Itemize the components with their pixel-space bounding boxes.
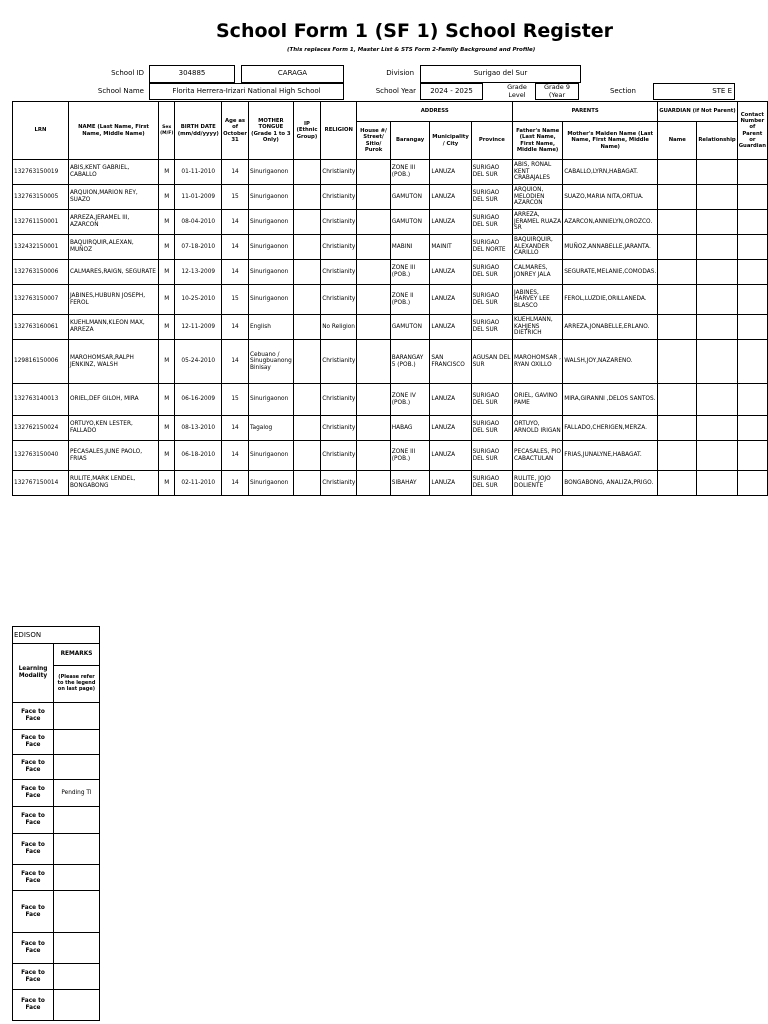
cell-age: 14 (222, 210, 249, 235)
cell-ip (293, 285, 320, 315)
cell-rel (697, 260, 737, 285)
cell-sex: M (159, 384, 175, 416)
cell-father: ARQUION, MELODIEN AZARCON (513, 185, 563, 210)
cell-mt: Sinurigaonon (248, 285, 293, 315)
cell-barangay: ZONE IV (POB.) (390, 384, 430, 416)
cell-mt: Sinurigaonon (248, 471, 293, 496)
school-id-label: School ID (111, 69, 144, 77)
grade-level-label: Grade Level (507, 83, 527, 99)
cell-house (357, 471, 390, 496)
cell-contact (737, 340, 767, 384)
cell-name: PECASALES,JUNE PAOLO, FRIAS (68, 441, 158, 471)
region-field: CARAGA (241, 65, 344, 83)
cell-name: ABIS,KENT GABRIEL, CABALLO (68, 160, 158, 185)
cell-rel (697, 285, 737, 315)
table-row (13, 471, 768, 496)
modality-cell: Face to Face (13, 865, 54, 891)
cell-rel (697, 160, 737, 185)
remark-cell (54, 834, 100, 865)
col-age: Age as of October 31 (222, 102, 249, 160)
cell-house (357, 441, 390, 471)
table-row (13, 340, 768, 384)
cell-birth: 07-18-2010 (175, 235, 222, 260)
cell-birth: 06-16-2009 (175, 384, 222, 416)
cell-mt: Sinurigaonon (248, 210, 293, 235)
cell-province: SURIGAO DEL SUR (471, 260, 512, 285)
cell-mother: BONGABONG, ANALIZA,PRIGO. (563, 471, 658, 496)
cell-birth: 05-24-2010 (175, 340, 222, 384)
cell-mother: WALSH,JOY,NAZARENO. (563, 340, 658, 384)
section-label: Section (609, 87, 636, 95)
cell-name: MAROHOMSAR,RALPH JENKINZ, WALSH (68, 340, 158, 384)
cell-name: KUEHLMANN,KLEON MAX, ARREZA (68, 315, 158, 340)
cell-contact (737, 210, 767, 235)
cell-lrn: 132763140013 (13, 384, 69, 416)
cell-father: BAQUIRQUIR, ALEXANDER CARILLO (513, 235, 563, 260)
cell-contact (737, 441, 767, 471)
col-ip: IP (Ethnic Group) (293, 102, 320, 160)
cell-municipality: LANUZA (430, 210, 471, 235)
cell-municipality: LANUZA (430, 185, 471, 210)
cell-birth: 01-11-2010 (175, 160, 222, 185)
cell-religion: Christianity (321, 235, 357, 260)
col-province: Province (471, 122, 512, 160)
cell-mt: Tagalog (248, 416, 293, 441)
cell-birth: 11-01-2009 (175, 185, 222, 210)
cell-religion: Christianity (321, 285, 357, 315)
cell-ip (293, 416, 320, 441)
school-id-field: 304885 (149, 65, 235, 83)
modality-cell: Face to Face (13, 933, 54, 964)
cell-father: ORTUYO, ARNOLD IRIGAN (513, 416, 563, 441)
cell-house (357, 384, 390, 416)
col-birthdate: BIRTH DATE (mm/dd/yyyy) (175, 102, 222, 160)
cell-father: PECASALES, PIO CABACTULAN (513, 441, 563, 471)
cell-religion: Christianity (321, 260, 357, 285)
cell-contact (737, 160, 767, 185)
remark-cell (54, 807, 100, 834)
cell-sex: M (159, 160, 175, 185)
cell-rel (697, 471, 737, 496)
remarks-row (13, 834, 100, 865)
col-municipality: Municipality / City (430, 122, 471, 160)
cell-mother: MIRA,GIRANNI ,DELOS SANTOS. (563, 384, 658, 416)
cell-mother: SUAZO,MARIA NITA,ORTUA. (563, 185, 658, 210)
cell-province: SURIGAO DEL SUR (471, 416, 512, 441)
col-mother-tongue: MOTHER TONGUE (Grade 1 to 3 Only) (248, 102, 293, 160)
cell-sex: M (159, 260, 175, 285)
cell-sex: M (159, 441, 175, 471)
cell-age: 15 (222, 185, 249, 210)
table-row (13, 315, 768, 340)
cell-lrn: 132763150007 (13, 285, 69, 315)
cell-house (357, 235, 390, 260)
cell-name: ORIEL,DEF GILOH, MIRA (68, 384, 158, 416)
form-subtitle: (This replaces Form 1, Master List & STS Form 2-Family Background and Profile) (287, 47, 536, 53)
cell-mt: Sinurigaonon (248, 384, 293, 416)
cell-barangay: SIBAHAY (390, 471, 430, 496)
remark-cell (54, 891, 100, 933)
col-name: NAME (Last Name, First Name, Middle Name) (68, 102, 158, 160)
cell-religion: Christianity (321, 185, 357, 210)
cell-contact (737, 185, 767, 210)
remarks-note: (Please refer to the legend on last page) (54, 666, 100, 703)
remarks-row (13, 780, 100, 807)
cell-age: 14 (222, 260, 249, 285)
col-religion: RELIGION (321, 102, 357, 160)
cell-province: SURIGAO DEL SUR (471, 315, 512, 340)
remarks-row (13, 964, 100, 990)
cell-province: SURIGAO DEL NORTE (471, 235, 512, 260)
cell-barangay: MABINI (390, 235, 430, 260)
remark-cell: Pending TI (54, 780, 100, 807)
col-barangay: Barangay (390, 122, 430, 160)
school-year-field: 2024 - 2025 (420, 83, 483, 100)
col-learning-modality: Learning Modality (13, 644, 54, 703)
remarks-row (13, 990, 100, 1021)
cell-sex: M (159, 315, 175, 340)
cell-contact (737, 235, 767, 260)
table-row (13, 441, 768, 471)
cell-municipality: LANUZA (430, 160, 471, 185)
table-row (13, 416, 768, 441)
col-lrn: LRN (13, 102, 69, 160)
remarks-row (13, 755, 100, 780)
remark-cell (54, 964, 100, 990)
modality-cell: Face to Face (13, 990, 54, 1021)
remark-cell (54, 755, 100, 780)
cell-ip (293, 315, 320, 340)
remark-cell (54, 730, 100, 755)
division-label: Division (386, 69, 414, 77)
cell-gname (658, 340, 697, 384)
cell-contact (737, 384, 767, 416)
cell-lrn: 132763150019 (13, 160, 69, 185)
cell-rel (697, 185, 737, 210)
cell-ip (293, 210, 320, 235)
cell-religion: Christianity (321, 210, 357, 235)
cell-mt: Sinurigaonon (248, 160, 293, 185)
cell-lrn: 132432150001 (13, 235, 69, 260)
cell-lrn: 132763160061 (13, 315, 69, 340)
remarks-row (13, 807, 100, 834)
cell-mother: ARREZA,JONABELLE,ERLANO. (563, 315, 658, 340)
cell-birth: 08-04-2010 (175, 210, 222, 235)
cell-house (357, 210, 390, 235)
table-row (13, 185, 768, 210)
cell-barangay: ZONE III (POB.) (390, 441, 430, 471)
col-contact: Contact Number of Parent or Guardian (737, 102, 767, 160)
cell-province: SURIGAO DEL SUR (471, 384, 512, 416)
cell-father: ARREZA, JERAMEL RUAZA SR (513, 210, 563, 235)
cell-mother: CABALLO,LYRN,HABAGAT. (563, 160, 658, 185)
cell-ip (293, 160, 320, 185)
modality-cell: Face to Face (13, 703, 54, 730)
modality-cell: Face to Face (13, 755, 54, 780)
cell-gname (658, 185, 697, 210)
cell-age: 14 (222, 235, 249, 260)
cell-gname (658, 260, 697, 285)
cell-sex: M (159, 340, 175, 384)
modality-cell: Face to Face (13, 964, 54, 990)
cell-house (357, 285, 390, 315)
col-parents: PARENTS (513, 102, 658, 122)
cell-mother: FEROL,LUZDIE,ORILLANEDA. (563, 285, 658, 315)
division-field: Surigao del Sur (420, 65, 581, 83)
cell-contact (737, 315, 767, 340)
cell-religion: No Religion (321, 315, 357, 340)
cell-mother: AZARCON,ANNIELYN,OROZCO. (563, 210, 658, 235)
section-field: STE E (653, 83, 735, 100)
cell-mt: English (248, 315, 293, 340)
cell-age: 15 (222, 384, 249, 416)
cell-father: ORIEL, GAVINO PAME (513, 384, 563, 416)
cell-religion: Christianity (321, 384, 357, 416)
cell-house (357, 315, 390, 340)
cell-lrn: 132762150024 (13, 416, 69, 441)
cell-rel (697, 416, 737, 441)
cell-province: SURIGAO DEL SUR (471, 441, 512, 471)
cell-house (357, 416, 390, 441)
table-row (13, 260, 768, 285)
cell-father: MAROHOMSAR , RYAN OXILLO (513, 340, 563, 384)
cell-barangay: ZONE II (POB.) (390, 285, 430, 315)
remarks-row (13, 933, 100, 964)
col-address: ADDRESS (357, 102, 513, 122)
cell-birth: 10-25-2010 (175, 285, 222, 315)
cell-municipality: LANUZA (430, 416, 471, 441)
remarks-row (13, 865, 100, 891)
col-remarks: REMARKS (54, 644, 100, 666)
cell-municipality: LANUZA (430, 384, 471, 416)
cell-age: 15 (222, 285, 249, 315)
cell-barangay: ZONE III (POB.) (390, 160, 430, 185)
col-guardian: GUARDIAN (if Not Parent) (658, 102, 737, 122)
cell-religion: Christianity (321, 471, 357, 496)
remarks-table (12, 643, 100, 1021)
modality-cell: Face to Face (13, 807, 54, 834)
cell-ip (293, 235, 320, 260)
modality-cell: Face to Face (13, 730, 54, 755)
cell-mother: FALLADO,CHERIGEN,MERZA. (563, 416, 658, 441)
remark-cell (54, 703, 100, 730)
cell-lrn: 132763150006 (13, 260, 69, 285)
school-year-label: School Year (375, 87, 416, 95)
cell-mt: Cebuano / Sinugbuanong Binisay (248, 340, 293, 384)
cell-lrn: 129816150006 (13, 340, 69, 384)
remark-cell (54, 865, 100, 891)
cell-province: SURIGAO DEL SUR (471, 160, 512, 185)
cell-name: ARQUION,MARION REY, SUAZO (68, 185, 158, 210)
cell-house (357, 160, 390, 185)
cell-mother: MUÑOZ,ANNABELLE,JARANTA. (563, 235, 658, 260)
school-name-field: Florita Herrera-Irizari National High School (149, 83, 344, 100)
cell-father: CALMARES, JONREY JALA (513, 260, 563, 285)
cell-mother: SEGURATE,MELANIE,COMODAS. (563, 260, 658, 285)
modality-cell: Face to Face (13, 891, 54, 933)
cell-ip (293, 260, 320, 285)
col-sex: Sex (M/F) (159, 102, 175, 160)
cell-gname (658, 315, 697, 340)
cell-sex: M (159, 235, 175, 260)
remark-cell (54, 990, 100, 1021)
cell-rel (697, 210, 737, 235)
cell-municipality: LANUZA (430, 471, 471, 496)
remark-cell (54, 933, 100, 964)
cell-contact (737, 471, 767, 496)
remarks-row (13, 891, 100, 933)
form-title: School Form 1 (SF 1) School Register (216, 20, 614, 42)
cell-mt: Sinurigaonon (248, 235, 293, 260)
cell-father: KUEHLMANN, KAHJENS DIETRICH (513, 315, 563, 340)
cell-birth: 12-11-2009 (175, 315, 222, 340)
cell-municipality: LANUZA (430, 315, 471, 340)
cell-ip (293, 185, 320, 210)
cell-lrn: 132763150040 (13, 441, 69, 471)
table-row (13, 235, 768, 260)
col-house: House #/ Street/ Sitio/ Purok (357, 122, 390, 160)
cell-mother: FRIAS,JUNALYNE,HABAGAT. (563, 441, 658, 471)
cell-name: BAQUIRQUIR,ALEXAN, MUÑOZ (68, 235, 158, 260)
cell-age: 14 (222, 471, 249, 496)
cell-father: ABIS, RONAL KENT CRABAJALES (513, 160, 563, 185)
cell-province: SURIGAO DEL SUR (471, 471, 512, 496)
col-relationship: Relationship (697, 122, 737, 160)
cell-father: JABINES, HARVEY LEE BLASCO (513, 285, 563, 315)
cell-house (357, 185, 390, 210)
modality-cell: Face to Face (13, 834, 54, 865)
cell-house (357, 260, 390, 285)
cell-ip (293, 340, 320, 384)
cell-barangay: HABAG (390, 416, 430, 441)
cell-mt: Sinurigaonon (248, 260, 293, 285)
cell-ip (293, 441, 320, 471)
cell-barangay: ZONE III (POB.) (390, 260, 430, 285)
cell-house (357, 340, 390, 384)
cell-gname (658, 416, 697, 441)
cell-lrn: 132761150001 (13, 210, 69, 235)
cell-contact (737, 260, 767, 285)
cell-mt: Sinurigaonon (248, 441, 293, 471)
cell-birth: 02-11-2010 (175, 471, 222, 496)
table-row (13, 285, 768, 315)
cell-birth: 06-18-2010 (175, 441, 222, 471)
grade-level-field: Grade 9 (Year (535, 83, 579, 100)
modality-cell: Face to Face (13, 780, 54, 807)
cell-rel (697, 235, 737, 260)
cell-municipality: SAN FRANCISCO (430, 340, 471, 384)
cell-gname (658, 160, 697, 185)
cell-name: ARREZA,JERAMEL III, AZARCON (68, 210, 158, 235)
cell-sex: M (159, 210, 175, 235)
cell-age: 14 (222, 315, 249, 340)
cell-gname (658, 384, 697, 416)
cell-province: SURIGAO DEL SUR (471, 285, 512, 315)
cell-religion: Christianity (321, 441, 357, 471)
cell-religion: Christianity (321, 340, 357, 384)
cell-gname (658, 235, 697, 260)
cell-rel (697, 315, 737, 340)
advisor-fragment: EDISON (12, 626, 100, 644)
cell-ip (293, 471, 320, 496)
cell-age: 14 (222, 416, 249, 441)
cell-municipality: LANUZA (430, 260, 471, 285)
cell-contact (737, 416, 767, 441)
cell-ip (293, 384, 320, 416)
cell-province: SURIGAO DEL SUR (471, 185, 512, 210)
cell-province: SURIGAO DEL SUR (471, 210, 512, 235)
cell-name: ORTUYO,KEN LESTER, FALLADO (68, 416, 158, 441)
cell-birth: 08-13-2010 (175, 416, 222, 441)
cell-barangay: BARANGAY 5 (POB.) (390, 340, 430, 384)
cell-name: JABINES,HUBURN JOSEPH, FEROL (68, 285, 158, 315)
cell-age: 14 (222, 441, 249, 471)
cell-contact (737, 285, 767, 315)
cell-province: AGUSAN DEL SUR (471, 340, 512, 384)
cell-gname (658, 210, 697, 235)
col-guardian-name: Name (658, 122, 697, 160)
cell-sex: M (159, 471, 175, 496)
cell-municipality: MAINIT (430, 235, 471, 260)
col-father: Father's Name (Last Name, First Name, Middle Name) (513, 122, 563, 160)
cell-barangay: GAMUTON (390, 185, 430, 210)
cell-rel (697, 340, 737, 384)
cell-gname (658, 285, 697, 315)
school-name-label: School Name (97, 87, 144, 95)
col-mother: Mother's Maiden Name (Last Name, First Name, Middle Name) (563, 122, 658, 160)
cell-barangay: GAMUTON (390, 315, 430, 340)
cell-mt: Sinurigaonon (248, 185, 293, 210)
table-row (13, 210, 768, 235)
cell-religion: Christianity (321, 160, 357, 185)
cell-sex: M (159, 416, 175, 441)
cell-lrn: 132767150014 (13, 471, 69, 496)
cell-religion: Christianity (321, 416, 357, 441)
cell-sex: M (159, 285, 175, 315)
remarks-row (13, 703, 100, 730)
cell-rel (697, 441, 737, 471)
cell-age: 14 (222, 340, 249, 384)
cell-gname (658, 471, 697, 496)
cell-rel (697, 384, 737, 416)
cell-sex: M (159, 185, 175, 210)
cell-name: RULITE,MARK LENDEL, BONGABONG (68, 471, 158, 496)
cell-municipality: LANUZA (430, 441, 471, 471)
table-row (13, 160, 768, 185)
cell-municipality: LANUZA (430, 285, 471, 315)
cell-barangay: GAMUTON (390, 210, 430, 235)
cell-birth: 12-13-2009 (175, 260, 222, 285)
register-table (12, 101, 768, 496)
remarks-row (13, 730, 100, 755)
cell-age: 14 (222, 160, 249, 185)
cell-lrn: 132763150005 (13, 185, 69, 210)
cell-father: RULITE, JOJO DOLIENTE (513, 471, 563, 496)
table-row (13, 384, 768, 416)
cell-name: CALMARES,RAIGN, SEGURATE (68, 260, 158, 285)
cell-gname (658, 441, 697, 471)
